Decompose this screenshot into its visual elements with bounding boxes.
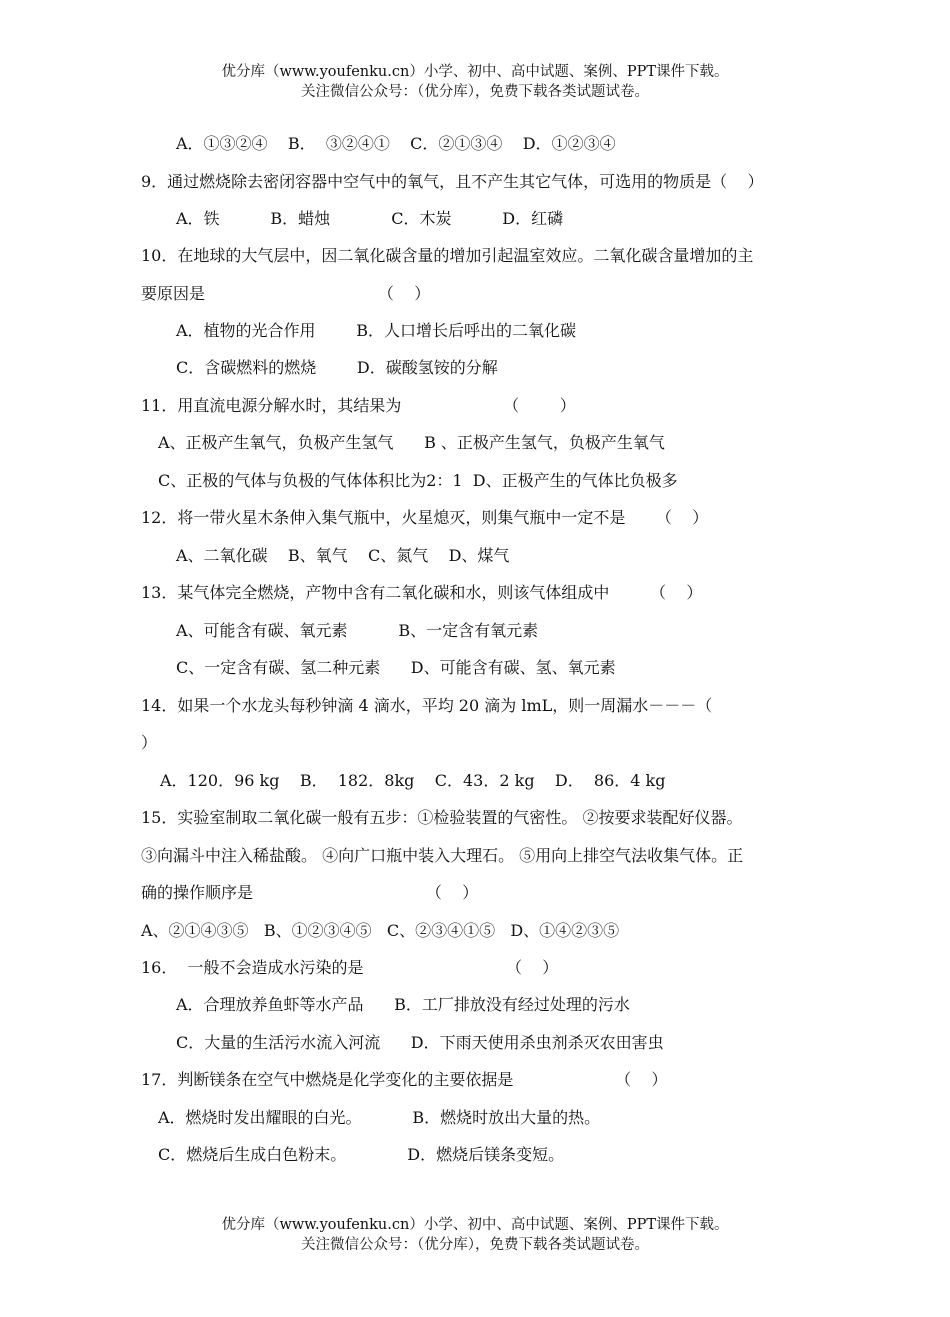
page-header [0, 62, 950, 102]
header-line-1: 优分库（www.youfenku.cn）小学、初中、高中试题、案例、PPT课件下载。 [221, 64, 729, 80]
q10-options-ab: A．植物的光合作用 B．人口增长后呼出的二氧化碳 [176, 321, 577, 340]
q11-options-cd: C、正极的气体与负极的气体体积比为2：1 D、正极产生的气体比负极多 [158, 471, 678, 490]
q16-stem: 16． 一般不会造成水污染的是 （ ） [141, 958, 559, 977]
q9-options: A．铁 B．蜡烛 C．木炭 D．红磷 [176, 209, 564, 228]
q15-stem-cont-2: 确的操作顺序是 （ ） [141, 883, 479, 902]
header-line-2: 关注微信公众号：（优分库），免费下载各类试题试卷。 [301, 84, 649, 100]
q13-stem: 13．某气体完全燃烧，产物中含有二氧化碳和水，则该气体组成中 （ ） [141, 583, 703, 602]
q11-stem: 11．用直流电源分解水时，其结果为 （ ） [141, 396, 576, 415]
q14-stem-cont: ） [141, 733, 158, 752]
q10-stem: 10．在地球的大气层中，因二氧化碳含量的增加引起温室效应。二氧化碳含量增加的主 [141, 246, 754, 265]
q15-stem: 15．实验室制取二氧化碳一般有五步：①检验装置的气密性。 ②按要求装配好仪器。 [141, 808, 743, 827]
q10-options-cd: C．含碳燃料的燃烧 D．碳酸氢铵的分解 [176, 358, 498, 377]
q13-options-ab: A、可能含有碳、氧元素 B、一定含有氧元素 [176, 621, 539, 640]
q8-options: A．①③②④ B． ③②④① C．②①③④ D．①②③④ [176, 134, 616, 153]
footer-line-2: 关注微信公众号：（优分库），免费下载各类试题试卷。 [301, 1237, 649, 1253]
q16-options-ab: A．合理放养鱼虾等水产品 B．工厂排放没有经过处理的污水 [176, 995, 630, 1014]
q10-stem-cont: 要原因是 （ ） [141, 284, 431, 303]
q15-options: A、②①④③⑤ B、①②③④⑤ C、②③④①⑤ D、①④②③⑤ [141, 921, 620, 940]
q17-stem: 17．判断镁条在空气中燃烧是化学变化的主要依据是 （ ） [141, 1070, 668, 1089]
q12-stem: 12．将一带火星木条伸入集气瓶中，火星熄灭，则集气瓶中一定不是 （ ） [141, 508, 709, 527]
q13-options-cd: C、一定含有碳、氢二种元素 D、可能含有碳、氢、氧元素 [176, 658, 616, 677]
q17-options-ab: A．燃烧时发出耀眼的白光。 B．燃烧时放出大量的热。 [158, 1108, 601, 1127]
q11-options-ab: A、正极产生氧气，负极产生氢气 B 、正极产生氢气，负极产生氧气 [158, 433, 665, 452]
q12-options: A、二氧化碳 B、氧气 C、氮气 D、煤气 [176, 546, 510, 565]
q14-options: A．120．96 kg B． 182．8kg C．43．2 kg D． 86．4 kg [160, 771, 666, 790]
q14-stem: 14．如果一个水龙头每秒钟滴 4 滴水，平均 20 滴为 lmL，则一周漏水－－－（ [141, 696, 713, 715]
footer-line-1: 优分库（www.youfenku.cn）小学、初中、高中试题、案例、PPT课件下载。 [221, 1217, 729, 1233]
q9-stem: 9．通过燃烧除去密闭容器中空气中的氧气，且不产生其它气体，可选用的物质是（ ） [141, 172, 764, 191]
page-footer [0, 1215, 950, 1255]
q15-stem-cont-1: ③向漏斗中注入稀盐酸。 ④向广口瓶中装入大理石。 ⑤用向上排空气法收集气体。正 [141, 846, 744, 865]
q16-options-cd: C．大量的生活污水流入河流 D．下雨天使用杀虫剂杀灭农田害虫 [176, 1033, 664, 1052]
q17-options-cd: C．燃烧后生成白色粉末。 D．燃烧后镁条变短。 [158, 1145, 565, 1164]
